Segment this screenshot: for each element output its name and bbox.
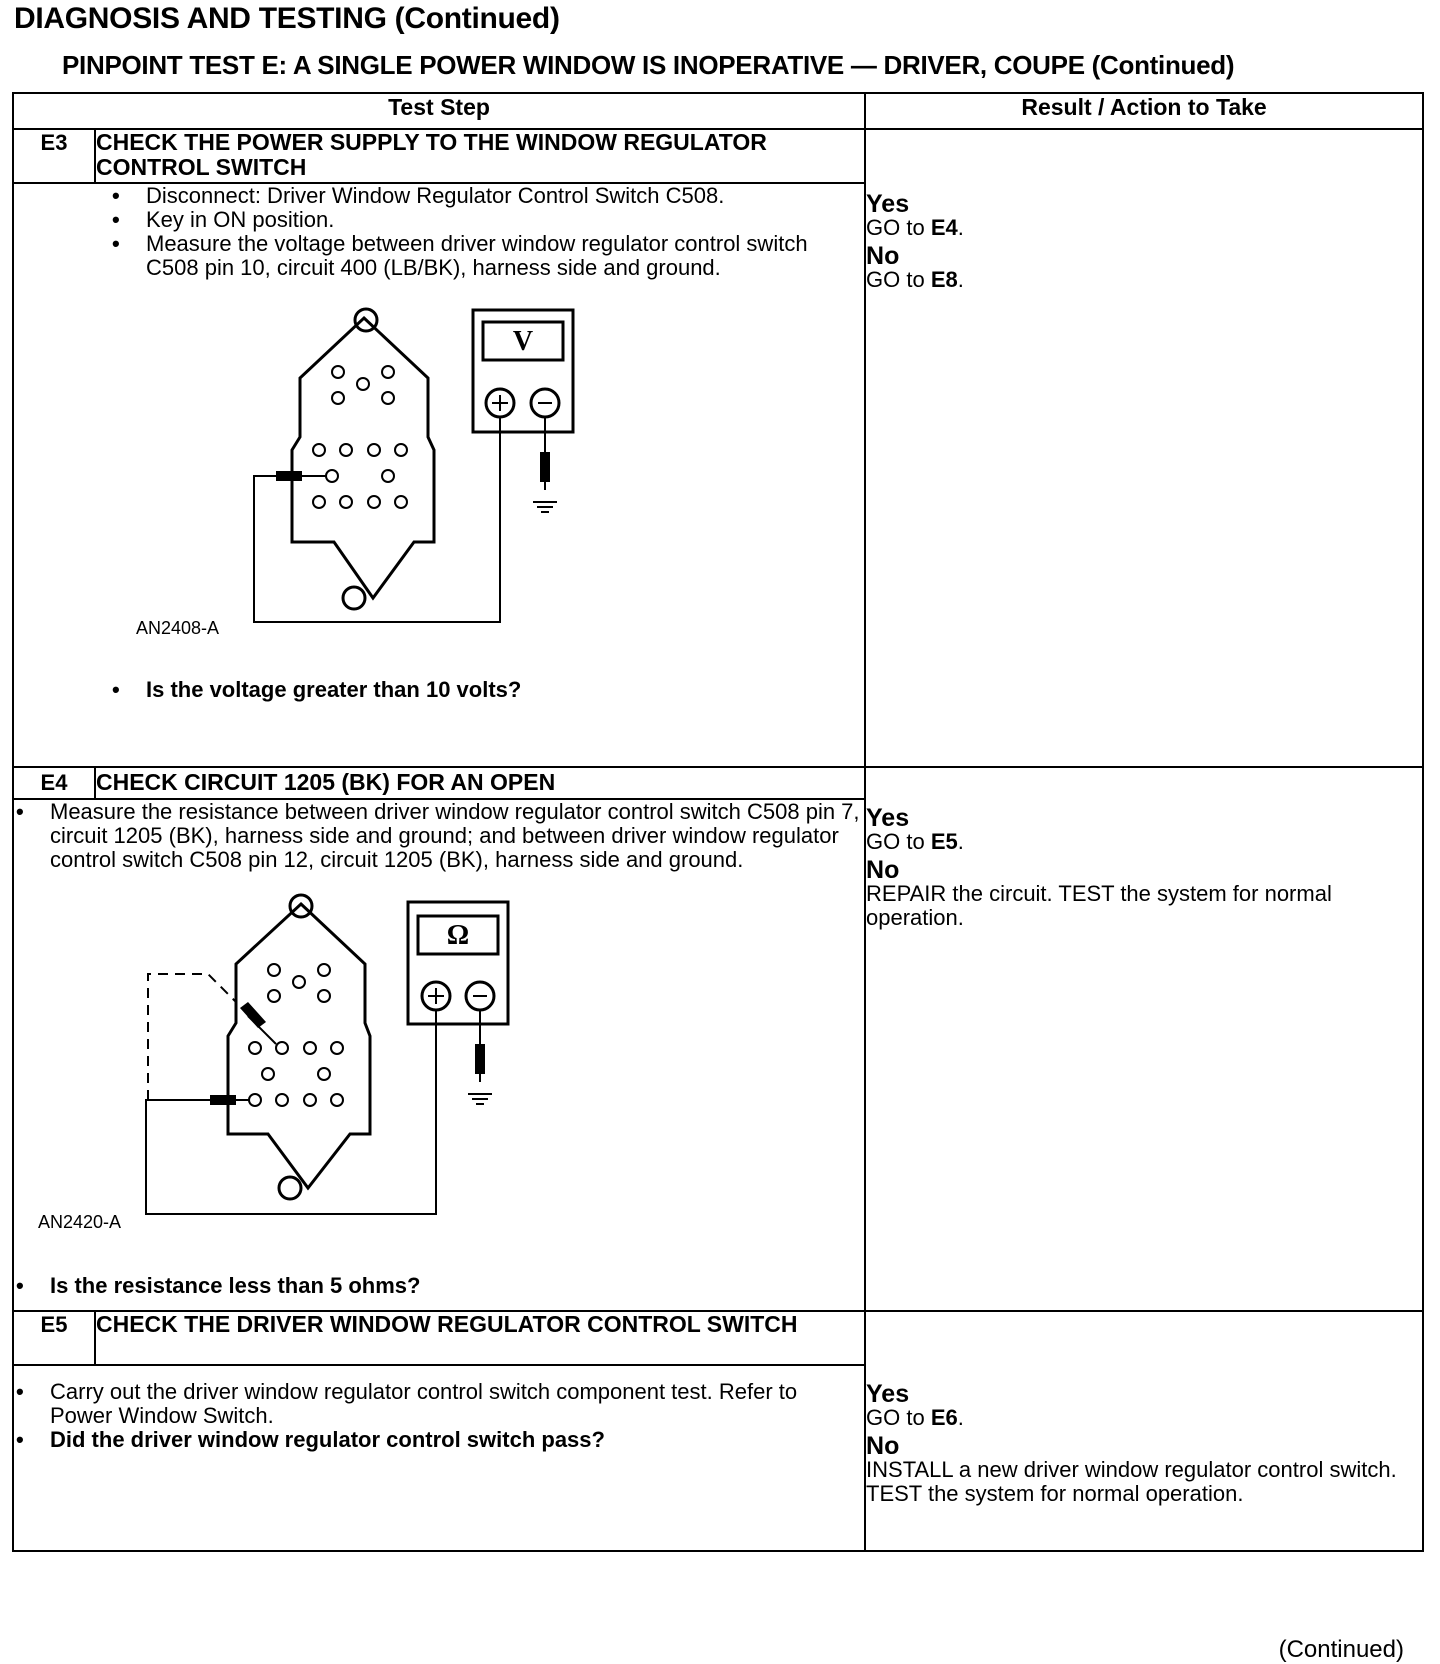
step-number: E3 <box>13 129 95 183</box>
yes-label: Yes <box>866 804 910 832</box>
step-e5-title-row <box>13 1311 1423 1365</box>
step-e4-title-row <box>13 767 1423 799</box>
no-label: No <box>866 242 900 270</box>
bullet: • Key in ON position. <box>146 208 864 232</box>
yes-action: GO to E5. <box>866 829 964 854</box>
no-label: No <box>866 856 900 884</box>
step-title: CHECK THE DRIVER WINDOW REGULATOR CONTROL SWITCH <box>95 1311 865 1365</box>
bullet: • Measure the voltage between driver window regulator control switch C508 pin 10, circuit 400 (LB/BK), harness side and ground. <box>146 232 864 280</box>
step-bullets <box>14 1380 864 1452</box>
bullet: • Disconnect: Driver Window Regulator Control Switch C508. <box>146 184 864 208</box>
step-question <box>110 678 864 702</box>
step-bullets <box>14 800 864 872</box>
voltmeter-symbol: V <box>512 326 534 357</box>
yes-action: GO to E4. <box>866 215 964 240</box>
figure-label: AN2420-A <box>38 1212 122 1232</box>
step-e4-body <box>13 799 865 1311</box>
question: • Did the driver window regulator control switch pass? <box>50 1428 864 1452</box>
step-e3-body <box>13 183 865 767</box>
bullet: • Carry out the driver window regulator control switch component test. Refer to Power Window Switch. <box>50 1380 864 1428</box>
step-number: E5 <box>13 1311 95 1365</box>
step-e3-title-row <box>13 129 1423 183</box>
pinpoint-test-table <box>12 92 1424 1552</box>
continued-note: (Continued) <box>1278 1636 1404 1663</box>
yes-action: GO to E6. <box>866 1405 964 1430</box>
yes-label: Yes <box>866 1380 910 1408</box>
question: • Is the resistance less than 5 ohms? <box>50 1274 864 1298</box>
ohmmeter-symbol: Ω <box>446 920 470 951</box>
no-action: REPAIR the circuit. TEST the system for normal operation. <box>866 881 1332 930</box>
pinpoint-test-title: PINPOINT TEST E: A SINGLE POWER WINDOW IS INOPERATIVE — DRIVER, COUPE (Continued) <box>62 50 1235 80</box>
step-e3-result <box>865 129 1423 767</box>
test-step-header: Test Step <box>13 93 865 129</box>
bullet: • Measure the resistance between driver window regulator control switch C508 pin 7, circuit 1205 (BK), harness side and ground; and between driver window regulator control switch C508 pin 12, circuit 1205 (BK), harness side and ground. <box>50 800 864 872</box>
step-e5-body <box>13 1365 865 1551</box>
no-action: INSTALL a new driver window regulator control switch. TEST the system for normal operation. <box>866 1457 1397 1506</box>
page-title: DIAGNOSIS AND TESTING (Continued) <box>14 2 560 35</box>
step-number: E4 <box>13 767 95 799</box>
question: • Is the voltage greater than 10 volts? <box>146 678 864 702</box>
resistance-test-diagram <box>0 872 658 1272</box>
step-title: CHECK CIRCUIT 1205 (BK) FOR AN OPEN <box>95 767 865 799</box>
step-e4-result <box>865 767 1423 1311</box>
no-action: GO to E8. <box>866 267 964 292</box>
step-e5-result <box>865 1311 1423 1551</box>
yes-label: Yes <box>866 190 910 218</box>
step-question <box>14 1274 864 1298</box>
voltage-test-diagram <box>14 280 754 680</box>
result-header: Result / Action to Take <box>865 93 1423 129</box>
figure-label: AN2408-A <box>136 618 220 638</box>
step-title: CHECK THE POWER SUPPLY TO THE WINDOW REGULATOR CONTROL SWITCH <box>95 129 865 183</box>
table-header-row <box>13 93 1423 129</box>
no-label: No <box>866 1432 900 1460</box>
step-bullets <box>110 184 864 280</box>
